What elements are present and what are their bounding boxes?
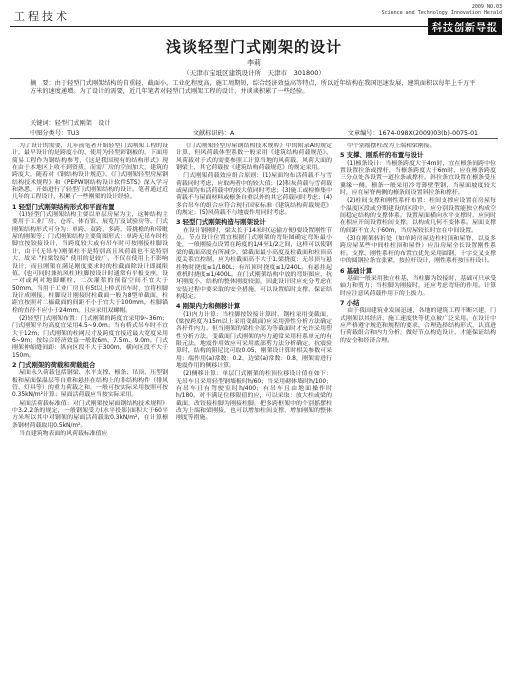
journal-brand: 科技创新导报 — [428, 18, 502, 35]
section-heading: 7 小结 — [340, 298, 360, 307]
body-paragraph: (3)在刚架转折处（如单跨房屋边柱柱顶和屋脊，以及多跨房屋某些中间柱柱顶和屋脊）应沿房屋全长设置刚性系杆。支撑、刚性系杆的布置宜优先采用圆钢，十字交叉支撑中的圆钢拉条宜张紧，按拉杆设计，刚性系杆按压杆设计。 — [340, 236, 496, 265]
section-heading: 2 门式刚架的荷载和荷载组合 — [12, 360, 96, 369]
body-paragraph: 中个别摇摆柱改为上端和梁刚接。 — [347, 143, 436, 149]
section-heading: 1 轻型门式刚架结构形式和平面布置 — [12, 202, 115, 211]
article-number: 文章编号：1674-098X(2009)03(b)-0075-01 — [347, 130, 478, 137]
article-affiliation: （天津市宝坻区建筑设计所 天津市 301800） — [183, 69, 325, 77]
article-author: 李莉 — [247, 59, 261, 67]
body-paragraph: (2)轻型门式刚架布置：门式刚架的跨度宜采用9~36m；门式刚架平均高度宜采用4.5~9.0m；当有桥式吊车时不宜大于12m；门式刚架的柱网尺寸及跨度宜接近最大宽度采用6~9m；按综合经济效益一般取6m、7.5m、9.0m。门式刚架伸缩缝间距：纵向区段不大于300m，横向区段不大于150m。 — [12, 315, 168, 359]
section-heading: 5 支撑、刚系杆的布置与设计 — [340, 151, 424, 160]
body-paragraph: (1)内力计算：当柱脚按铰接计算时，钢柱采用变截面，(梁按跨度为15m以上采用变截面)应采用弹性分析方法确定各杆件内力。但当刚架的梁柱全部为等截面时才允许采用塑性分析方法，变截面门式刚架的内力通常采用杆系单元的有限元法，地震作用效应可采用底部剪力法分析确定，抗震验算时，结构的阻尼比可取0.05，刚架设计算时相关参数可采用：端作用(a)常数：0.2、边梁(a)常数：0.8，刚架需进行地震作用的侧移计算。 — [176, 311, 332, 369]
document-code: 文献标识码：A — [192, 130, 235, 137]
top-rule — [10, 26, 498, 27]
body-columns — [12, 143, 496, 673]
body-paragraph: (1)檩条设计：当檩条跨度大于4m时，宜在檩条间跨中位置设置拉条或撑杆，当檩条跨度大于6m时，应在檩条跨度三分点处各设置一道拉条或撑杆。斜拉条宜设置在檩条受压翼缘一侧。檩条一般采用冷弯薄壁型钢，当屋面坡度较大时，应在屋脊两侧的檩条间设置斜拉条和撑杆。 — [340, 160, 496, 197]
abstract — [30, 80, 478, 96]
column-1 — [12, 143, 168, 673]
section-heading: 4 刚架内力和侧移计算 — [176, 302, 241, 311]
body-paragraph: 屋面永久荷载包括钢梁、水平支撑、檩条、吊顶、压型钢板和屋面保温层等自重和悬挂在结构上的非结构构件（排风管、灯具等）的重力荷载之和，一般可按实际采用按照可按0.35kN/m²计算；屋面活荷载应当按实际采用。 — [12, 370, 168, 399]
classification-row — [30, 128, 478, 137]
column-2 — [176, 143, 332, 673]
clc-number: 中图分类号：TU3 — [30, 130, 80, 137]
body-paragraph: 门式刚架荷载效应组合原则：(1)屋面均布活荷载不与雪荷载同时考虑，应取两者中的较大值；(2)积灰荷载与雪荷载或屋面均布活荷载中的较大值同时考虑；(3)施工或检修集中荷载不与屋面材料或檩条自重以外的其它荷载同时考虑；(4)多台吊车的组合应符合现行国家标准《建筑结构荷载规范》的规定；(5)风荷载不与地震作用同时考虑。 — [176, 173, 332, 217]
journal-meta: 2009 NO.03 Science and Technology Innovation Herald — [381, 4, 502, 16]
body-paragraph: 当直建筑物表面的风荷载标准值应 — [19, 431, 108, 438]
section-heading: 6 基础计算 — [340, 266, 373, 275]
article-title: 浅谈轻型门式刚架的设计 — [165, 38, 342, 56]
body-paragraph: 由于我国建筑业发展迅速，各地的建筑工程不断兴建，门式刚架以其经济、施工速度快等优点被广泛采用。在设计中应严格遵守规范和规程的要求，合理选择结构形式，认真进行荷载组合和内力分析，做好节点构造设计，才能保证结构的安全和经济合理。 — [340, 308, 496, 344]
body-paragraph: 屋面活荷载标准值：对门式刚架按屋面钢结构技术规程》中3.2.2条的规定，一般钢架受力(水平投影)面积大于60平方米所以其中对钢架的屋面活荷载取0.3kN/m²，在计算檩条钢材荷载取用0.5kN/m²。 — [12, 400, 168, 429]
mid-rule — [10, 138, 498, 139]
body-paragraph: (2)侧移计算：单层门式刚架的柱顶位移设计值在如下：无吊车且采用轻型钢墙板时h/60；当采用砌体墙时h/100；有吊车且有驾驶室时h/400；有吊车且由地面操作时h/180。对不满足位移限值的应，可以采取：放大柱或梁的截面，改铰接柱脚为刚接柱脚，把多跨框架中的个别摇摆柱改为上端和梁刚接，也可以增加柱间支撑，增加刚架的整体刚度等措施。 — [176, 371, 332, 422]
body-paragraph: 基础一般采用独立柱基，当柱脚为铰接时，基础可只承受轴力和剪力；当柱脚为刚接时，还应考虑弯矩的作用。计算时应注意风荷载作用下的上拔力。 — [340, 275, 496, 297]
keywords: 关键词：轻型门式刚架 设计 — [30, 120, 111, 127]
section-label: 工程技术 — [14, 10, 70, 23]
body-paragraph: 《门式刚架轻型房屋钢结构技术规程》中的附录A的规定计算，但风荷载体型系数一般采用《建筑结构荷载规范》。风荷载对于式的需要参照工计算当地的风荷载，风荷大面的钢梁上，其它荷载按《建筑结构荷载规范》的规定采用。 — [176, 143, 332, 172]
abstract-text: 摘 要：由于轻型门式刚架结构的自重轻、截面小，工业化程度高，施工周期短，综合经济效益高等特点，所以近年结构在我国迅速发展，建筑面积以每年上千万平方米的速度递增。为了设计的需要，近几年笔者对轻型门式刚架工程的设计，并谈谈积累了一些经验。 — [30, 80, 476, 95]
body-paragraph: 为了设计的需要，几年前笔者开始轻型门式刚架工程的设计，最早设计的是跨度小的、使用为轻型彩钢板的，下面用简易工程作为钢结构参考，《这是我国现有的结构形式》现在由于本地区上收不到资质，而需厂房的空间加大，建筑的跨度大，随着对《钢结构设计规范》、《门式刚架轻型房屋钢结构技术规程》和《PEPW钢结构设计软件STS》深入学习和熟悉，开始进行了轻型门式刚架结构的设计。笔者通过近几年的工程设计，积累了一些刚架的设计经验。 — [12, 143, 168, 201]
column-3 — [340, 143, 496, 673]
masthead — [382, 4, 502, 35]
body-paragraph: (2)柱间支撑和刚性系杆布置：柱间支撑应设置在房屋每个温度区段或分期建设的区段中，应分别设置能独立构成空间稳定结构的支撑体系。设置屋面横向水平支撑时，应同时在相应开间设置柱间支撑，以构成几何不变体系。屋面支撑的间距不宜大于60m，当房屋较长时宜在中间设置。 — [340, 198, 496, 234]
section-heading: 3 轻型门式刚架构造与刚架设计 — [176, 218, 266, 227]
body-paragraph: (1)轻型门式刚架结构主要以单层房屋为主，这种结构主要用于工业厂房、仓库、体育馆、展览厅及试验房等。门式刚架结构形式可分为：单跨、双跨、多跨，带挑檐的和带毗屋的刚架等；门式刚架结构主要简图形式：单跨无吊车时柱脚宜按铰接设计，当跨度较大或有吊车时可按刚接柱脚设计，由于(无吊车)刚架柱不是特别高且风荷载也不是特别大，故采 "柱梁铰接" 使用的是较广，不仅在使用上不影响设计，而且刚架在满足刚度要求时的柱截面除设计即属限值。(也可同时兼抗风柱)柱脚按设计时通常有平板支座，设一对或两对地脚螺栓，二次灌浆的预留空间不宜大于50mm，当用于工业厂房且有5t以上桥式吊车时，宜将柱脚设计成刚接。柱脚设计刚接时柱截面一般为8型单截面，柱距宜按照对二榀截面的间距不小于宜大于100mm，柱脚锚栓的直径不应小于24mm，且应采用双螺帽。 — [12, 212, 168, 314]
body-paragraph: 在设计钢刚时，梁太长于14米时(运输方便)要设置刚性节点。节点设计位置宜根据门式刚架的弯矩图确定弯矩最小处，一般刚接点设置在跨度的1/4至1/2之间，这样可以使钢梁的截面高度有所减少。梁截面最小高度及柱截面和柱顶高度关系宜控制，应为柱截面高不大于1,梁挠度：无吊顶与悬挂物时挠度≤1/180L；有吊顶时挠度≤1/240L。有悬挂起重机时挠度≤1/400L。在门式刚架结构中放的弯矩图应，抗坏刚度小，结构的整体刚度较弱，因此设计时应充分考虑在安装过程中要采取的安全措施，可以设置临时支撑，保证结构稳定。 — [176, 227, 332, 300]
